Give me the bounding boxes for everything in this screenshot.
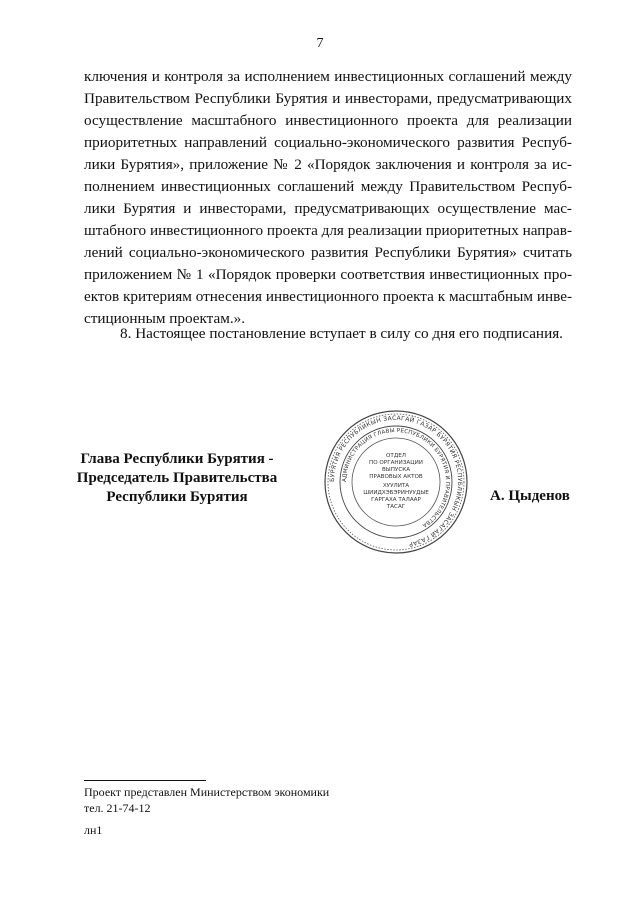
signer-name: А. Цыденов	[490, 488, 570, 504]
signatory-position	[72, 450, 282, 507]
signatory-line: Председатель Правительства	[76, 470, 278, 486]
text-line: ключения и контроля за исполнением инвестиционных соглашений между	[84, 68, 572, 85]
seal-inner-text: АДМИНИСТРАЦИЯ ГЛАВЫ РЕСПУБЛИКИ БУРЯТИЯ И ПРАВИТЕЛЬСТВА	[341, 427, 451, 529]
text-line: Правительством Республики Бурятия и инвесторами, предусматривающих	[84, 90, 572, 107]
text-line: приоритетных направлений социально-экономического развития Респуб-	[84, 134, 572, 151]
signatory-line: Глава Республики Бурятия -	[80, 451, 274, 467]
seal-outer-text: БУРЯТИЯ РЕСПУБЛИКЫН ЗАСАГАЙ ГАЗАР БУРЯТИЯ РЕСПУБЛИКЫН ЗАСАГАЙ ГАЗАР	[328, 414, 464, 548]
svg-text:БУРЯТИЯ РЕСПУБЛИКЫН ЗАСАГАЙ ГА	[329, 415, 463, 548]
text-line: лений социально-экономического развития Республики Бурятия» считать	[84, 244, 572, 261]
seal-center-line: ШИИДХЭБЭРИНУУДЫЕ	[363, 490, 429, 496]
seal-graphic	[322, 408, 470, 556]
text-line: стиционным проектам.».	[84, 310, 246, 327]
footnote-phone: тел. 21-74-12	[84, 801, 151, 815]
text-line: приложением № 1 «Порядок проверки соответствия инвестиционных про-	[84, 266, 572, 283]
footnote-project-note: Проект представлен Министерством экономики	[84, 785, 330, 799]
clause-8: 8. Настоящее постановление вступает в силу со дня его подписания.	[120, 325, 563, 342]
text-line: осуществление масштабного инвестиционного проекта для реализации	[84, 112, 572, 129]
footnote-code: лн1	[84, 823, 103, 837]
text-line: лики Бурятия и инвесторами, предусматривающих осуществление мас-	[84, 200, 572, 217]
page-number: 7	[316, 36, 324, 51]
signatory-line: Республики Бурятия	[106, 489, 248, 505]
text-line: полнением инвестиционных соглашений между Правительством Респуб-	[84, 178, 572, 195]
seal-center-line: ТАСАГ	[386, 504, 406, 510]
seal-center-line: ВЫПУСКА	[381, 467, 411, 473]
official-seal	[322, 408, 470, 556]
text-line: ектов критериям отнесения инвестиционного проекта к масштабным инве-	[84, 288, 572, 305]
text-line: лики Бурятия», приложение № 2 «Порядок заключения и контроля за ис-	[84, 156, 572, 173]
seal-center-line: ОТДЕЛ	[386, 453, 406, 459]
body-paragraph	[84, 66, 572, 330]
seal-center-line: ПО ОРГАНИЗАЦИИ	[369, 460, 423, 466]
text-line: штабного инвестиционного проекта для реализации приоритетных направ-	[84, 222, 573, 239]
seal-center-line: ХУУЛИТА	[382, 483, 410, 489]
seal-center-line: ГАРГАХА ТАЛААР	[371, 497, 421, 503]
footnote-divider	[84, 780, 206, 781]
seal-center-line: ПРАВОВЫХ АКТОВ	[369, 474, 423, 480]
